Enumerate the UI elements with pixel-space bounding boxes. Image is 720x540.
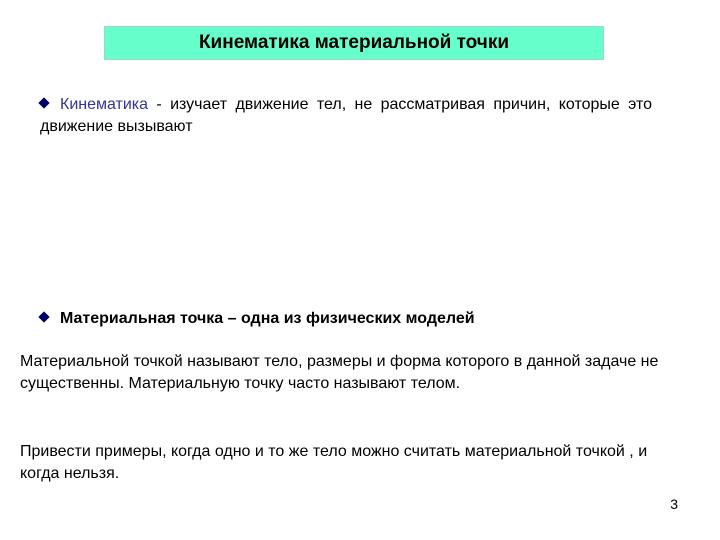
material-point-heading-text: Материальная точка – одна из физических моделей [60, 310, 475, 327]
term-kinematics: Кинематика [60, 96, 149, 113]
slide-title-box [104, 26, 604, 60]
definition-kinematics [40, 94, 652, 138]
diamond-bullet-icon [38, 97, 49, 108]
examples-task: Привести примеры, когда одно и то же тело можно считать материальной точкой , и когда нельзя. [20, 443, 648, 482]
diamond-bullet-icon [38, 311, 49, 322]
definition-text: - изучает движение тел, не рассматривая причин, которые это движение вызывают [40, 96, 652, 135]
material-point-definition: Материальной точкой называют тело, размеры и форма которого в данной задаче не существенны. Материальную точку часто называют телом. [20, 353, 659, 392]
slide-title: Кинематика материальной точки [198, 32, 510, 53]
page-number: 3 [670, 496, 678, 512]
material-point-heading [40, 308, 680, 330]
